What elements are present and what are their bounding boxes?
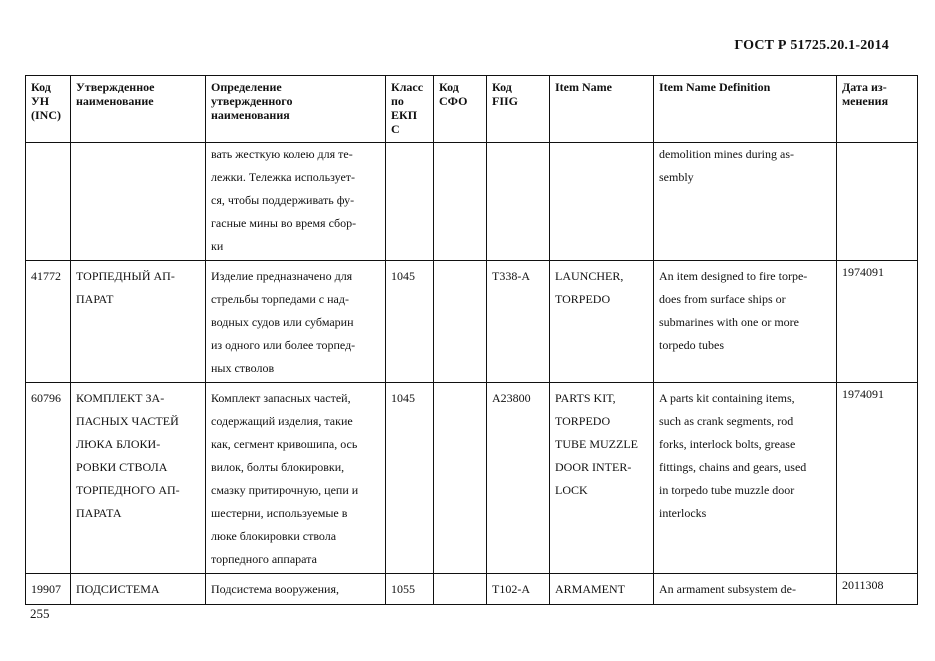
cell-name-definition: вать жесткую колею для те- лежки. Тележка использует- ся, чтобы поддерживать фу- гасные мины во время сбор- ки	[206, 143, 386, 261]
cell-item-definition: demolition mines during as- sembly	[654, 143, 837, 261]
page-number: 255	[30, 606, 50, 621]
cell-name-definition: Изделие предназначено для стрельбы торпедами с над- водных судов или субмарин из одного или более торпед- ных стволов	[206, 261, 386, 383]
column-header-inc: Код УН (INC)	[26, 76, 71, 143]
column-header-name-definition: Определение утвержденного наименования	[206, 76, 386, 143]
column-header-approved-name: Утвержденное наименование	[71, 76, 206, 143]
cell-item-definition: A parts kit containing items, such as crank segments, rod forks, interlock bolts, grease fittings, chains and gears, used in torpedo tube muzzle door interlocks	[654, 383, 837, 574]
cell-change-date: 1974091	[837, 383, 918, 574]
cell-item-definition: An armament subsystem de-	[654, 574, 837, 605]
classification-table	[25, 75, 918, 605]
cell-sfo	[434, 143, 487, 261]
cell-fiig: T102-A	[487, 574, 550, 605]
column-header-fiig: Код FIIG	[487, 76, 550, 143]
cell-item-name: PARTS KIT, TORPEDO TUBE MUZZLE DOOR INTER- LOCK	[550, 383, 654, 574]
column-header-class: Класс по ЕКП С	[386, 76, 434, 143]
cell-inc: 19907	[26, 574, 71, 605]
cell-inc	[26, 143, 71, 261]
cell-fiig	[487, 143, 550, 261]
cell-inc: 41772	[26, 261, 71, 383]
cell-change-date	[837, 143, 918, 261]
cell-approved-name: ПОДСИСТЕМА	[71, 574, 206, 605]
cell-approved-name: ТОРПЕДНЫЙ АП- ПАРАТ	[71, 261, 206, 383]
column-header-change-date: Дата из- менения	[837, 76, 918, 143]
cell-fiig: T338-A	[487, 261, 550, 383]
cell-fiig: A23800	[487, 383, 550, 574]
cell-class: 1055	[386, 574, 434, 605]
cell-sfo	[434, 574, 487, 605]
cell-approved-name: КОМПЛЕКТ ЗА- ПАСНЫХ ЧАСТЕЙ ЛЮКА БЛОКИ- РОВКИ СТВОЛА ТОРПЕДНОГО АП- ПАРАТА	[71, 383, 206, 574]
cell-class: 1045	[386, 383, 434, 574]
table-row	[26, 383, 918, 574]
cell-sfo	[434, 261, 487, 383]
cell-change-date: 2011308	[837, 574, 918, 605]
cell-class	[386, 143, 434, 261]
cell-name-definition: Подсистема вооружения,	[206, 574, 386, 605]
cell-item-name: LAUNCHER, TORPEDO	[550, 261, 654, 383]
cell-inc: 60796	[26, 383, 71, 574]
cell-change-date: 1974091	[837, 261, 918, 383]
cell-sfo	[434, 383, 487, 574]
cell-class: 1045	[386, 261, 434, 383]
table-header-row	[26, 76, 918, 143]
cell-approved-name	[71, 143, 206, 261]
cell-item-name	[550, 143, 654, 261]
cell-item-name: ARMAMENT	[550, 574, 654, 605]
column-header-sfo: Код СФО	[434, 76, 487, 143]
cell-item-definition: An item designed to fire torpe- does from surface ships or submarines with one or more torpedo tubes	[654, 261, 837, 383]
table-row	[26, 143, 918, 261]
column-header-item-name: Item Name	[550, 76, 654, 143]
cell-name-definition: Комплект запасных частей, содержащий изделия, такие как, сегмент кривошипа, ось вилок, болты блокировки, смазку притирочную, цепи и шестерни, используемые в люке блокировки ствола торпедного аппарата	[206, 383, 386, 574]
table-row	[26, 261, 918, 383]
table-row	[26, 574, 918, 605]
column-header-item-definition: Item Name Definition	[654, 76, 837, 143]
document-standard-title: ГОСТ Р 51725.20.1-2014	[734, 38, 889, 53]
